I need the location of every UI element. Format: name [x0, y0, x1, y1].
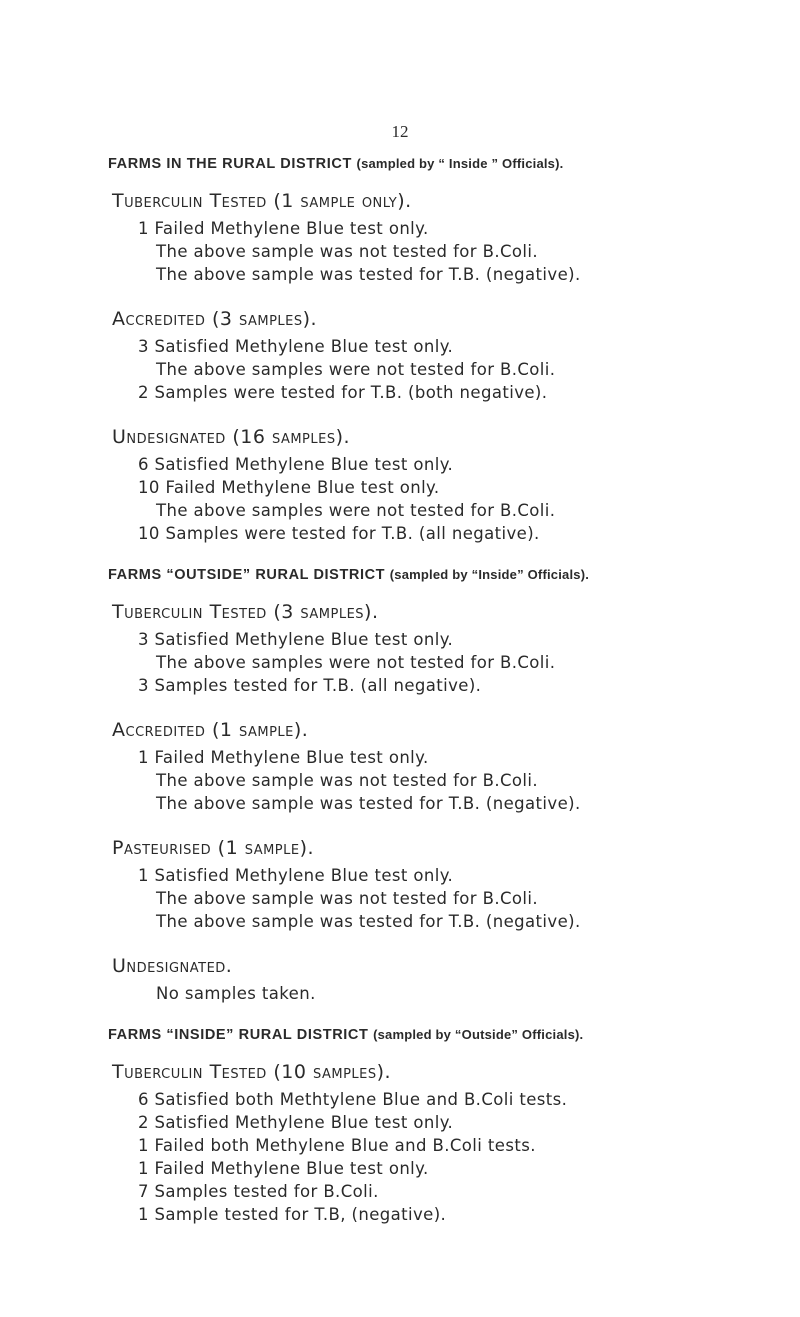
category-heading: Undesignated.	[112, 955, 233, 977]
category-spacer	[108, 583, 788, 601]
result-note: The above samples were not tested for B.Coli.	[156, 501, 556, 520]
result-line: 1 Failed Methylene Blue test only.	[138, 219, 429, 238]
category-heading: Undesignated (16 samples).	[112, 426, 351, 448]
section-heading-sampler: (sampled by “Inside” Officials).	[389, 567, 590, 582]
result-line: 1 Failed Methylene Blue test only.	[138, 1159, 429, 1178]
category-spacer	[108, 815, 788, 837]
section-heading	[108, 567, 788, 583]
category-heading: Accredited (1 sample).	[112, 719, 309, 741]
section-heading	[108, 156, 788, 172]
category-heading: Pasteurised (1 sample).	[112, 837, 315, 859]
section-heading-sampler: (sampled by “Outside” Officials).	[373, 1027, 584, 1042]
result-note: The above sample was tested for T.B. (negative).	[156, 265, 581, 284]
result-note: The above samples were not tested for B.Coli.	[156, 360, 556, 379]
result-line: 2 Samples were tested for T.B. (both negative).	[138, 383, 548, 402]
category-spacer	[108, 697, 788, 719]
result-line: 1 Failed Methylene Blue test only.	[138, 748, 429, 767]
section-spacer	[108, 545, 788, 567]
result-note: The above samples were not tested for B.Coli.	[156, 653, 556, 672]
result-note: The above sample was not tested for B.Coli.	[156, 242, 539, 261]
section-spacer	[108, 1005, 788, 1027]
result-line: 3 Satisfied Methylene Blue test only.	[138, 630, 454, 649]
category-heading: Tuberculin Tested (1 sample only).	[112, 190, 412, 212]
category-spacer	[108, 1043, 788, 1061]
result-line: 10 Failed Methylene Blue test only.	[138, 478, 440, 497]
section-heading	[108, 1027, 788, 1043]
result-line: 10 Samples were tested for T.B. (all negative).	[138, 524, 540, 543]
result-line: 7 Samples tested for B.Coli.	[138, 1182, 379, 1201]
result-line: 2 Satisfied Methylene Blue test only.	[138, 1113, 454, 1132]
category-heading: Tuberculin Tested (10 samples).	[112, 1061, 392, 1083]
result-line: 6 Satisfied Methylene Blue test only.	[138, 455, 454, 474]
category-spacer	[108, 286, 788, 308]
result-note: The above sample was not tested for B.Coli.	[156, 889, 539, 908]
page-number: 12	[391, 122, 409, 141]
category-heading: Tuberculin Tested (3 samples).	[112, 601, 379, 623]
result-note: The above sample was tested for T.B. (negative).	[156, 794, 581, 813]
result-note: No samples taken.	[156, 984, 316, 1003]
category-spacer	[108, 172, 788, 190]
result-line: 1 Failed both Methylene Blue and B.Coli tests.	[138, 1136, 536, 1155]
result-line: 3 Samples tested for T.B. (all negative).	[138, 676, 482, 695]
section-heading-main: FARMS “OUTSIDE” RURAL DISTRICT	[108, 567, 386, 583]
result-note: The above sample was tested for T.B. (negative).	[156, 912, 581, 931]
result-note: The above sample was not tested for B.Coli.	[156, 771, 539, 790]
result-line: 6 Satisfied both Methtylene Blue and B.Coli tests.	[138, 1090, 568, 1109]
report-body	[108, 156, 788, 1226]
result-line: 1 Satisfied Methylene Blue test only.	[138, 866, 454, 885]
category-spacer	[108, 404, 788, 426]
section-heading-sampler: (sampled by “ Inside ” Officials).	[356, 156, 564, 171]
result-line: 1 Sample tested for T.B, (negative).	[138, 1205, 447, 1224]
category-heading: Accredited (3 samples).	[112, 308, 318, 330]
category-spacer	[108, 933, 788, 955]
result-line: 3 Satisfied Methylene Blue test only.	[138, 337, 454, 356]
section-heading-main: FARMS “INSIDE” RURAL DISTRICT	[108, 1027, 369, 1043]
section-heading-main: FARMS IN THE RURAL DISTRICT	[108, 156, 352, 172]
